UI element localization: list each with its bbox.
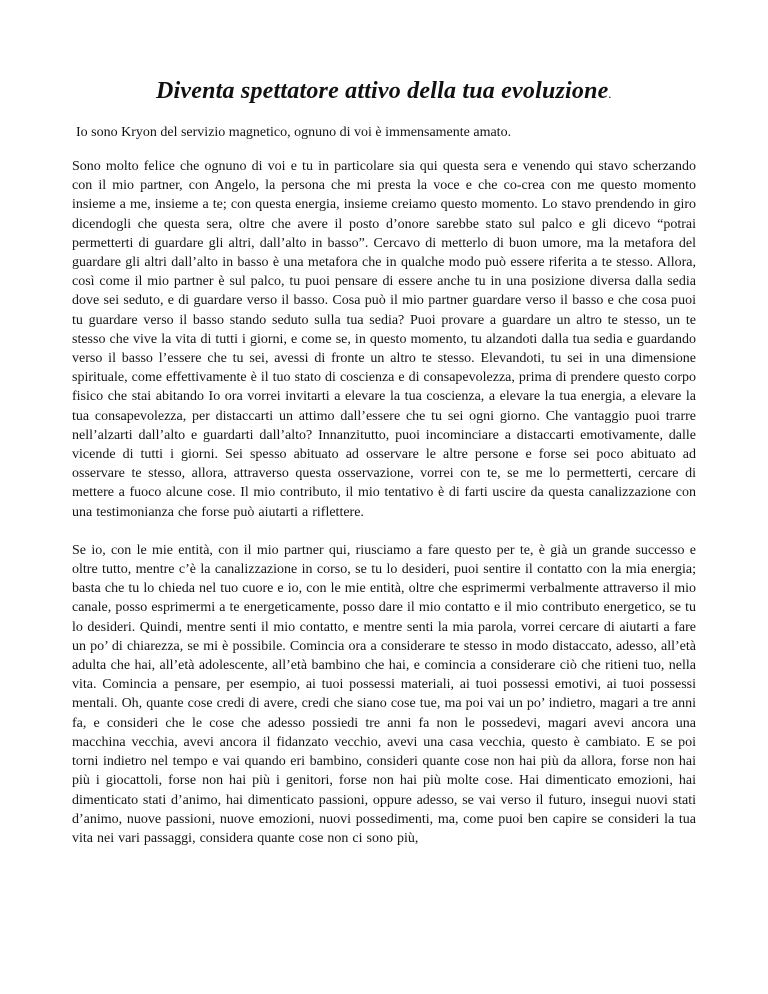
- document-title-period: .: [608, 86, 612, 101]
- document-subtitle: Io sono Kryon del servizio magnetico, ognuno di voi è immensamente amato.: [76, 125, 512, 140]
- paragraph-2: Se io, con le mie entità, con il mio partner qui, riusciamo a fare questo per te, è già un grande successo e oltre tutto, mentre c’è la canalizzazione in corso, se tu lo desideri, puoi sentire il contatto con la mia energia; basta che tu lo chieda nel tuo cuore e io, con le mie entità, oltre che esprimermi verbalmente attraverso il mio canale, posso esprimermi a te energeticamente, posso dare il mio contatto e il mio contributo energetico, se tu lo desideri. Quindi, mentre senti il mio contatto, e mentre senti la mia parola, vorrei cercare di aiutarti a fare un po’ di chiarezza, se mi è possibile. Comincia ora a considerare te stesso in modo distaccato, adesso, all’età adulta che hai, all’età adolescente, all’età bambino che hai, e comincia a considerare ciò che ritieni tuo, nella vita. Comincia a pensare, per esempio, ai tuoi possessi materiali, ai tuoi possessi emotivi, ai tuoi possessi mentali. Oh, quante cose credi di avere, credi che siano cose tue, ma poi vai un po’ indietro, magari a tre anni fa, e consideri che le cose che adesso possiedi tre anni fa non le possedevi, magari avevi ancora una macchina vecchia, avevi ancora il fidanzato vecchio, avevi una casa vecchia, questo è cambiato. E se poi torni indietro nel tempo e vai quando eri bambino, consideri quante cose non hai più da allora, forse non hai più i giocattoli, forse non hai più i genitori, forse non hai più molte cose. Hai dimenticato emozioni, hai dimenticato stati d’animo, hai dimenticato passioni, oppure adesso, se vai verso il futuro, insegui nuovi stati d’animo, nuove passioni, nuove emozioni, nuovi possedimenti, ma, come puoi ben capire se consideri la tua vita nei vari passaggi, considera quante cose non ci sono più,: [72, 542, 696, 846]
- document-title: [72, 78, 696, 105]
- paragraph-1: Sono molto felice che ognuno di voi e tu in particolare sia qui questa sera e venendo qui stavo scherzando con il mio partner, con Angelo, la persona che mi presta la voce e che co-crea con me questo momento insieme a me, insieme a te; con questa energia, insieme creiamo questo momento. Lo stavo prendendo in giro dicendogli che questa sera, oltre che avere il posto d’onore sarebbe stato sul palco e gli dicevo “potrai permetterti di guardare gli altri, dall’alto in basso”. Cercavo di metterlo di buon umore, ma la metafora del guardare gli altri dall’alto in basso è una metafora che in qualche modo può essere riferita a te stesso. Allora, così come il mio partner è sul palco, tu puoi pensare di essere anche tu in una posizione diversa dalla sedia dove sei seduto, e di guardare verso il basso. Cosa può il mio partner guardare verso il basso e che cosa puoi tu guardare verso il basso stando seduto sulla tua sedia? Puoi provare a guardare un altro te stesso, un te stesso che vive la vita di tutti i giorni, e come se, in questo momento, tu alzandoti dalla tua sedia e guardando verso il basso l’essere che tu sei, avessi di fronte un altro te stesso. Elevandoti, tu sei in una dimensione spirituale, come effettivamente è il tuo stato di coscienza e di consapevolezza, prima di prendere questo corpo fisico che stai abitando Io ora vorrei invitarti a elevare la tua coscienza, a elevare la tua energia, a elevare la tua consapevolezza, per distaccarti un attimo dall’essere che tu sei ogni giorno. Che vantaggio puoi trarre nell’alzarti dall’alto e guardarti dall’alto? Innanzitutto, puoi incominciare a distaccarti emotivamente, dalle vicende di tutti i giorni. Sei spesso abituato ad osservare le altre persone e forse sei poco abituato ad osservare te stesso, allora, attraverso questa osservazione, vorrei con te, se me lo permetterti, cercare di mettere a fuoco alcune cose. Il mio contributo, il mio tentativo è di farti uscire da questa canalizzazione con una testimonianza che forse può aiutarti a riflettere.: [72, 159, 696, 520]
- document-title-text: Diventa spettatore attivo della tua evoluzione: [156, 78, 609, 104]
